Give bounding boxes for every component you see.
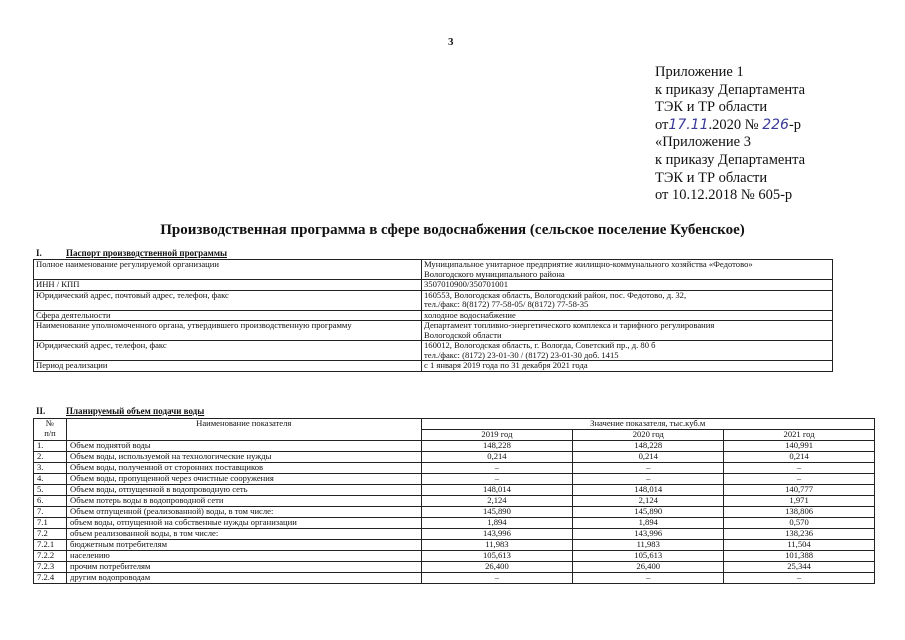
row-value: 0,214: [573, 452, 724, 463]
row-value: 11,983: [421, 540, 573, 551]
table-row: [34, 573, 875, 584]
row-value: 11,504: [724, 540, 875, 551]
row-value: 138,236: [724, 529, 875, 540]
table-row: [34, 441, 875, 452]
row-indicator-name: прочим потребителям: [66, 562, 421, 573]
passport-value: [422, 280, 833, 291]
col-header-year: 2021 год: [724, 430, 875, 441]
table-row: [34, 290, 833, 310]
row-value: –: [421, 463, 573, 474]
row-number: 6.: [34, 496, 67, 507]
section-title: Паспорт производственной программы: [66, 248, 227, 258]
row-value: 148,014: [573, 485, 724, 496]
row-value: 26,400: [421, 562, 573, 573]
row-value: 148,014: [421, 485, 573, 496]
row-number: 7.2: [34, 529, 67, 540]
row-indicator-name: бюджетным потребителям: [66, 540, 421, 551]
row-value: 105,613: [421, 551, 573, 562]
passport-value-line: Муниципальное унитарное предприятие жилищно-коммунального хозяйства «Федотово»: [424, 259, 753, 269]
annex-text: -р: [788, 116, 802, 133]
row-value: 145,890: [421, 507, 573, 518]
annex-header: [655, 64, 805, 205]
row-indicator-name: Объем поднятой воды: [66, 441, 421, 452]
page-number: 3: [448, 36, 454, 48]
table-row: [34, 496, 875, 507]
passport-value-line: холодное водоснабжение: [424, 309, 516, 320]
row-value: –: [421, 573, 573, 584]
annex-line: от 10.12.2018 № 605-р: [655, 187, 793, 204]
section2-heading: [36, 406, 204, 416]
row-number: 7.: [34, 507, 67, 518]
row-indicator-name: Объем воды, пропущенной через очистные сооружения: [66, 474, 421, 485]
col-header-year: 2019 год: [421, 430, 573, 441]
section-number: I.: [36, 248, 42, 258]
table-row: [34, 463, 875, 474]
row-indicator-name: другим водопроводам: [66, 573, 421, 584]
annex-line: «Приложение 3: [655, 134, 751, 151]
row-value: –: [573, 474, 724, 485]
passport-value: [422, 341, 833, 361]
col-header-number: [34, 419, 67, 441]
table-row: [34, 341, 833, 361]
row-number: 7.1: [34, 518, 67, 529]
row-value: 140,777: [724, 485, 875, 496]
table-row: [34, 551, 875, 562]
passport-value-line: с 1 января 2019 года по 31 декабря 2021 года: [424, 360, 588, 370]
annex-line: ТЭК и ТР области: [655, 99, 768, 116]
section-title: Планируемый объем подачи воды: [66, 406, 205, 416]
col-header-value: Значение показателя, тыс.куб.м: [421, 419, 874, 430]
table-row: [34, 540, 875, 551]
handwritten-date: 17.11: [668, 116, 709, 133]
passport-key: Полное наименование регулируемой организации: [34, 260, 422, 280]
water-volume-table: [33, 418, 875, 584]
table-row: [34, 518, 875, 529]
row-value: 26,400: [573, 562, 724, 573]
row-number: 5.: [34, 485, 67, 496]
passport-key: ИНН / КПП: [34, 280, 422, 291]
row-number: 1.: [34, 441, 67, 452]
row-indicator-name: объем воды, отпущенной на собственные нужды организации: [66, 518, 421, 529]
passport-key: Наименование уполномоченного органа, утвердившего производственную программу: [34, 321, 422, 341]
row-value: 11,983: [573, 540, 724, 551]
annex-order-line: [655, 117, 805, 135]
table-row: [34, 529, 875, 540]
handwritten-number: 226: [762, 116, 789, 133]
row-value: –: [421, 474, 573, 485]
table-row: [34, 452, 875, 463]
row-indicator-name: Объем воды, полученной от сторонних поставщиков: [66, 463, 421, 474]
passport-value: [422, 310, 833, 321]
annex-text: от: [655, 116, 669, 133]
row-value: 2,124: [573, 496, 724, 507]
table-row: [34, 485, 875, 496]
passport-value-line: тел./факс: (8172) 23-01-30 / (8172) 23-01-30 доб. 1415: [424, 349, 619, 360]
row-number: 7.2.2: [34, 551, 67, 562]
row-value: –: [573, 573, 724, 584]
row-value: 138,806: [724, 507, 875, 518]
passport-value-line: Вологодского муниципального района: [424, 268, 565, 279]
row-value: 1,894: [573, 518, 724, 529]
row-value: 145,890: [573, 507, 724, 518]
passport-key: Юридический адрес, почтовый адрес, телефон, факс: [34, 290, 422, 310]
passport-value-line: 160553, Вологодская область, Вологодский район, пос. Федотово, д. 32,: [424, 289, 687, 300]
row-indicator-name: Объем отпущенной (реализованной) воды, в том числе:: [66, 507, 421, 518]
row-indicator-name: Объем воды, используемой на технологические нужды: [66, 452, 421, 463]
row-value: –: [724, 573, 875, 584]
passport-table: [33, 259, 833, 372]
table-row: [34, 474, 875, 485]
passport-value: [422, 361, 833, 372]
table-row: [34, 507, 875, 518]
row-value: 143,996: [573, 529, 724, 540]
row-value: 0,570: [724, 518, 875, 529]
row-value: 25,344: [724, 562, 875, 573]
row-value: 148,228: [421, 441, 573, 452]
annex-line: к приказу Департамента: [655, 81, 806, 98]
table-row: [34, 310, 833, 321]
table-row: [34, 321, 833, 341]
row-value: 2,124: [421, 496, 573, 507]
section1-heading: [36, 248, 227, 258]
table-row: [34, 280, 833, 291]
col-header-name: Наименование показателя: [66, 419, 421, 441]
header-text: №: [45, 418, 55, 428]
row-value: 0,214: [724, 452, 875, 463]
passport-value-line: тел./факс: 8(8172) 77-58-05/ 8(8172) 77-58-35: [424, 299, 589, 309]
passport-key: Период реализации: [34, 361, 422, 372]
document-title: Производственная программа в сфере водоснабжения (сельское поселение Кубенское): [160, 222, 745, 238]
annex-line: ТЭК и ТР области: [655, 169, 768, 186]
passport-value-line: Департамент топливно-энергетического комплекса и тарифного регулирования: [424, 320, 715, 330]
row-value: 148,228: [573, 441, 724, 452]
row-value: 1,894: [421, 518, 573, 529]
header-text: п/п: [44, 427, 56, 438]
annex-text: .2020 №: [708, 116, 759, 133]
row-indicator-name: Объем воды, отпущенной в водопроводную сеть: [66, 485, 421, 496]
table-row: [34, 562, 875, 573]
section-number: II.: [36, 406, 46, 416]
row-value: 140,991: [724, 441, 875, 452]
row-number: 3.: [34, 463, 67, 474]
row-value: 1,971: [724, 496, 875, 507]
row-number: 7.2.3: [34, 562, 67, 573]
passport-value: [422, 260, 833, 280]
row-number: 2.: [34, 452, 67, 463]
passport-value: [422, 290, 833, 310]
passport-key: Сфера деятельности: [34, 310, 422, 321]
table-row: [34, 260, 833, 280]
passport-value-line: 160012, Вологодская область, г. Вологда, Советский пр., д. 80 б: [424, 340, 656, 350]
row-value: 105,613: [573, 551, 724, 562]
row-value: –: [573, 463, 724, 474]
row-indicator-name: Объем потерь воды в водопроводной сети: [66, 496, 421, 507]
passport-value-line: 3507010900/350701001: [424, 279, 509, 289]
table-row: [34, 361, 833, 372]
row-value: –: [724, 474, 875, 485]
passport-key: Юридический адрес, телефон, факс: [34, 341, 422, 361]
row-value: 143,996: [421, 529, 573, 540]
annex-line: Приложение 1: [655, 64, 744, 80]
passport-value: [422, 321, 833, 341]
row-value: 101,388: [724, 551, 875, 562]
row-number: 7.2.4: [34, 573, 67, 584]
row-indicator-name: объем реализованной воды, в том числе:: [66, 529, 421, 540]
row-value: –: [724, 463, 875, 474]
row-indicator-name: населению: [66, 551, 421, 562]
annex-line: к приказу Департамента: [655, 151, 806, 168]
row-number: 7.2.1: [34, 540, 67, 551]
row-number: 4.: [34, 474, 67, 485]
col-header-year: 2020 год: [573, 430, 724, 441]
row-value: 0,214: [421, 452, 573, 463]
passport-value-line: Вологодской области: [424, 329, 502, 340]
